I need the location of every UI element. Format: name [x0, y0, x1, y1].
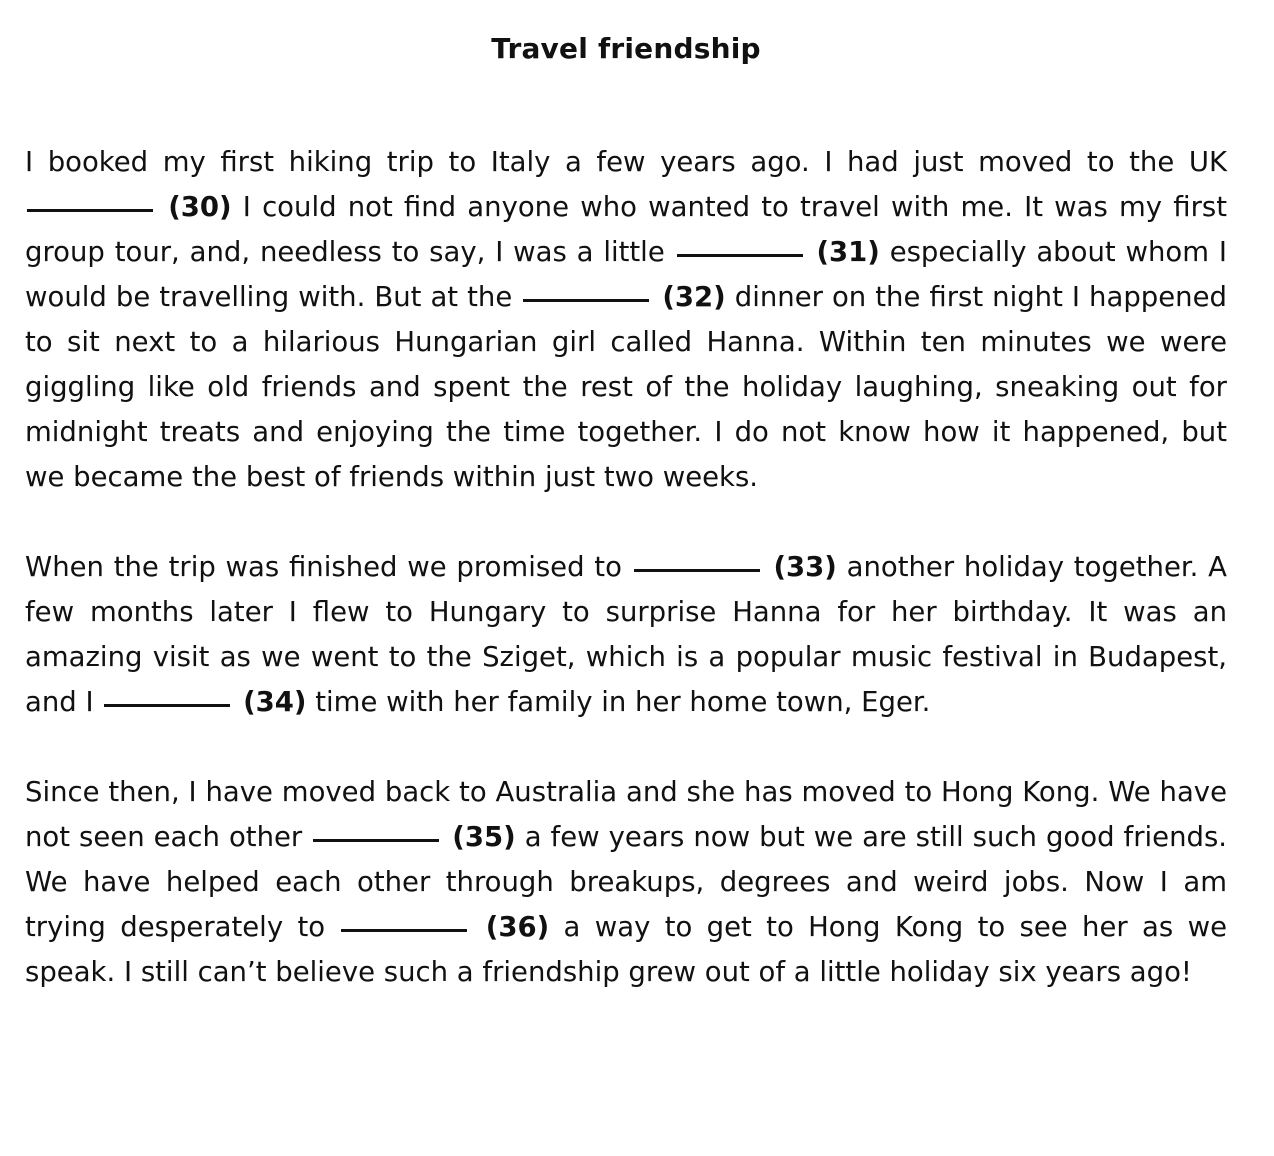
paragraph-3	[25, 770, 1227, 995]
gap-number-36: (36)	[485, 911, 550, 943]
answer-blank-31[interactable]	[677, 250, 803, 257]
answer-blank-33[interactable]	[634, 565, 760, 572]
text-segment: another holiday together. A few months later I flew to Hungary to surprise Hanna for her birthday. It was an amazing visit as we went to the Sziget, which is a popular music festival in Budapest, and I	[25, 551, 1227, 718]
page-title: Travel friendship	[491, 32, 761, 65]
gap-number-35: (35)	[452, 821, 516, 853]
text-segment: When the trip was finished we promised to	[25, 551, 622, 583]
text-segment: Since then, I have moved back to Australia and she has moved to Hong Kong. We have not seen each other	[25, 776, 1227, 853]
paragraph-2	[25, 545, 1227, 725]
text-segment: I could not find anyone who wanted to travel with me. It was my first group tour, and, needless to say, I was a little	[25, 191, 1227, 268]
text-segment: a way to get to Hong Kong to see her as we speak. I still can’t believe such a friendship grew out of a little holiday six years ago!	[25, 911, 1227, 988]
answer-blank-32[interactable]	[523, 295, 649, 302]
gap-number-30: (30)	[168, 191, 232, 223]
text-segment: dinner on the first night I happened to sit next to a hilarious Hungarian girl called Hanna. Within ten minutes we were giggling like old friends and spent the rest of the holiday laughing, sneaking out for midnight treats and enjoying the time together. I do not know how it happened, but we became the best of friends within just two weeks.	[25, 281, 1227, 493]
answer-blank-30[interactable]	[27, 205, 153, 212]
text-segment: I booked my first hiking trip to Italy a few years ago. I had just moved to the UK	[25, 146, 1227, 178]
text-segment: especially about whom I would be travelling with. But at the	[25, 236, 1227, 313]
answer-blank-36[interactable]	[341, 925, 467, 932]
answer-blank-35[interactable]	[313, 835, 439, 842]
text-segment: time with her family in her home town, Eger.	[315, 686, 931, 718]
gap-number-31: (31)	[816, 236, 880, 268]
gap-number-34: (34)	[243, 686, 307, 718]
text-segment: a few years now but we are still such good friends. We have helped each other through breakups, degrees and weird jobs. Now I am trying desperately to	[25, 821, 1228, 943]
gap-number-32: (32)	[662, 281, 726, 313]
answer-blank-34[interactable]	[104, 700, 230, 707]
paragraph-1	[25, 140, 1227, 500]
gap-number-33: (33)	[773, 551, 837, 583]
